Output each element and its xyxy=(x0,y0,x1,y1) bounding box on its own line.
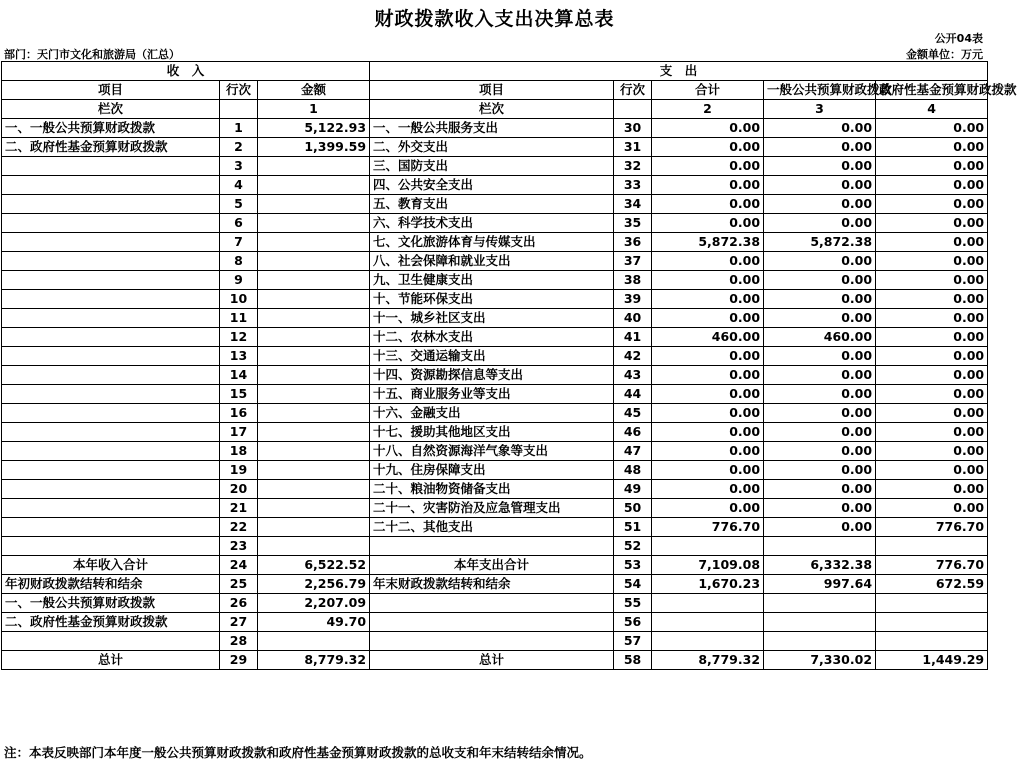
expense-item: 十三、交通运输支出 xyxy=(370,347,614,366)
income-row-no: 24 xyxy=(220,556,258,575)
income-item xyxy=(2,328,220,347)
expense-item: 十八、自然资源海洋气象等支出 xyxy=(370,442,614,461)
income-item xyxy=(2,309,220,328)
income-amount xyxy=(258,157,370,176)
income-row-no: 21 xyxy=(220,499,258,518)
table-row xyxy=(2,328,988,347)
expense-item: 六、科学技术支出 xyxy=(370,214,614,233)
expense-item: 三、国防支出 xyxy=(370,157,614,176)
expense-general-budget: 0.00 xyxy=(764,119,876,138)
expense-general-budget: 0.00 xyxy=(764,309,876,328)
income-amount xyxy=(258,404,370,423)
expense-row-no: 42 xyxy=(614,347,652,366)
expense-section-header: 支 出 xyxy=(370,62,988,81)
income-row-no: 26 xyxy=(220,594,258,613)
table-row xyxy=(2,252,988,271)
expense-row-no: 58 xyxy=(614,651,652,670)
expense-row-no: 54 xyxy=(614,575,652,594)
expense-item: 十一、城乡社区支出 xyxy=(370,309,614,328)
table-row xyxy=(2,461,988,480)
income-amount: 1,399.59 xyxy=(258,138,370,157)
income-amount: 2,256.79 xyxy=(258,575,370,594)
expense-item: 十六、金融支出 xyxy=(370,404,614,423)
table-row xyxy=(2,556,988,575)
expense-item xyxy=(370,632,614,651)
expense-general-budget xyxy=(764,632,876,651)
expense-item xyxy=(370,613,614,632)
expense-item: 五、教育支出 xyxy=(370,195,614,214)
expense-gov-fund: 0.00 xyxy=(876,480,988,499)
expense-row-no: 55 xyxy=(614,594,652,613)
expense-row-no: 38 xyxy=(614,271,652,290)
expense-item: 十九、住房保障支出 xyxy=(370,461,614,480)
table-row xyxy=(2,480,988,499)
income-item xyxy=(2,480,220,499)
expense-total: 0.00 xyxy=(652,214,764,233)
expense-gov-fund: 0.00 xyxy=(876,347,988,366)
expense-gov-fund: 776.70 xyxy=(876,518,988,537)
expense-total xyxy=(652,613,764,632)
income-row-no: 27 xyxy=(220,613,258,632)
income-amount: 6,522.52 xyxy=(258,556,370,575)
expense-row-no: 57 xyxy=(614,632,652,651)
table-row xyxy=(2,233,988,252)
table-row xyxy=(2,632,988,651)
expense-row-no: 37 xyxy=(614,252,652,271)
expense-row-no: 50 xyxy=(614,499,652,518)
header-gov-fund: 政府性基金预算财政拨款 xyxy=(876,81,988,100)
income-row-no: 29 xyxy=(220,651,258,670)
expense-total: 0.00 xyxy=(652,252,764,271)
expense-item: 九、卫生健康支出 xyxy=(370,271,614,290)
expense-item: 十二、农林水支出 xyxy=(370,328,614,347)
income-amount: 5,122.93 xyxy=(258,119,370,138)
expense-total: 0.00 xyxy=(652,119,764,138)
expense-total: 0.00 xyxy=(652,499,764,518)
expense-row-no: 46 xyxy=(614,423,652,442)
table-row xyxy=(2,404,988,423)
income-item: 年初财政拨款结转和结余 xyxy=(2,575,220,594)
expense-row-no: 52 xyxy=(614,537,652,556)
income-amount xyxy=(258,309,370,328)
income-item xyxy=(2,461,220,480)
income-amount xyxy=(258,271,370,290)
footnote: 注：本表反映部门本年度一般公共预算财政拨款和政府性基金预算财政拨款的总收支和年末结转结余情况。 xyxy=(4,745,592,760)
income-item xyxy=(2,271,220,290)
expense-item: 二十、粮油物资储备支出 xyxy=(370,480,614,499)
expense-total: 0.00 xyxy=(652,157,764,176)
expense-gov-fund: 0.00 xyxy=(876,461,988,480)
income-row-no: 3 xyxy=(220,157,258,176)
department-label: 部门：天门市文化和旅游局（汇总） xyxy=(4,48,180,61)
expense-general-budget: 0.00 xyxy=(764,480,876,499)
income-amount xyxy=(258,499,370,518)
expense-general-budget: 0.00 xyxy=(764,195,876,214)
expense-general-budget: 0.00 xyxy=(764,385,876,404)
expense-row-no: 48 xyxy=(614,461,652,480)
income-row-no: 1 xyxy=(220,119,258,138)
income-row-no: 5 xyxy=(220,195,258,214)
income-item xyxy=(2,252,220,271)
income-amount: 49.70 xyxy=(258,613,370,632)
expense-gov-fund: 0.00 xyxy=(876,119,988,138)
expense-total: 0.00 xyxy=(652,176,764,195)
table-row xyxy=(2,537,988,556)
income-item xyxy=(2,290,220,309)
income-amount xyxy=(258,347,370,366)
expense-total: 460.00 xyxy=(652,328,764,347)
expense-total: 0.00 xyxy=(652,442,764,461)
income-row-no: 6 xyxy=(220,214,258,233)
expense-general-budget: 0.00 xyxy=(764,138,876,157)
expense-row-no: 43 xyxy=(614,366,652,385)
expense-general-budget: 0.00 xyxy=(764,290,876,309)
income-amount xyxy=(258,252,370,271)
header-total: 合计 xyxy=(652,81,764,100)
expense-general-budget: 0.00 xyxy=(764,518,876,537)
table-row xyxy=(2,290,988,309)
income-item xyxy=(2,214,220,233)
income-row-no: 9 xyxy=(220,271,258,290)
table-row xyxy=(2,385,988,404)
expense-item xyxy=(370,537,614,556)
expense-general-budget xyxy=(764,594,876,613)
table-row xyxy=(2,119,988,138)
header-general-budget: 一般公共预算财政拨款 xyxy=(764,81,876,100)
expense-gov-fund: 672.59 xyxy=(876,575,988,594)
expense-item: 十、节能环保支出 xyxy=(370,290,614,309)
expense-total: 776.70 xyxy=(652,518,764,537)
col-label-blank xyxy=(220,100,258,119)
income-row-no: 17 xyxy=(220,423,258,442)
expense-row-no: 49 xyxy=(614,480,652,499)
table-row xyxy=(2,651,988,670)
expense-total: 0.00 xyxy=(652,366,764,385)
income-amount xyxy=(258,480,370,499)
page-title: 财政拨款收入支出决算总表 xyxy=(374,8,615,30)
income-item xyxy=(2,233,220,252)
expense-total xyxy=(652,594,764,613)
expense-row-no: 39 xyxy=(614,290,652,309)
expense-total: 0.00 xyxy=(652,347,764,366)
income-item: 一、一般公共预算财政拨款 xyxy=(2,594,220,613)
expense-gov-fund xyxy=(876,594,988,613)
expense-gov-fund: 0.00 xyxy=(876,138,988,157)
income-item: 二、政府性基金预算财政拨款 xyxy=(2,138,220,157)
expense-item: 七、文化旅游体育与传媒支出 xyxy=(370,233,614,252)
table-row xyxy=(2,214,988,233)
income-amount xyxy=(258,366,370,385)
expense-gov-fund: 0.00 xyxy=(876,252,988,271)
expense-general-budget: 0.00 xyxy=(764,366,876,385)
expense-gov-fund: 0.00 xyxy=(876,290,988,309)
expense-gov-fund: 0.00 xyxy=(876,442,988,461)
col-label-expense: 栏次 xyxy=(370,100,614,119)
expense-item: 本年支出合计 xyxy=(370,556,614,575)
expense-total xyxy=(652,537,764,556)
expense-total: 0.00 xyxy=(652,271,764,290)
expense-general-budget xyxy=(764,537,876,556)
table-row xyxy=(2,176,988,195)
expense-item: 一、一般公共服务支出 xyxy=(370,119,614,138)
income-amount xyxy=(258,214,370,233)
income-amount xyxy=(258,442,370,461)
income-row-no: 22 xyxy=(220,518,258,537)
income-row-no: 28 xyxy=(220,632,258,651)
expense-general-budget: 5,872.38 xyxy=(764,233,876,252)
income-amount: 8,779.32 xyxy=(258,651,370,670)
col-number-4: 4 xyxy=(876,100,988,119)
table-row xyxy=(2,157,988,176)
expense-total: 8,779.32 xyxy=(652,651,764,670)
table-row xyxy=(2,366,988,385)
expense-general-budget: 0.00 xyxy=(764,176,876,195)
expense-item: 四、公共安全支出 xyxy=(370,176,614,195)
expense-gov-fund: 0.00 xyxy=(876,157,988,176)
expense-gov-fund: 0.00 xyxy=(876,233,988,252)
header-item-expense: 项目 xyxy=(370,81,614,100)
table-row xyxy=(2,271,988,290)
expense-total: 7,109.08 xyxy=(652,556,764,575)
income-amount xyxy=(258,632,370,651)
col-label: 栏次 xyxy=(2,100,220,119)
expense-total: 5,872.38 xyxy=(652,233,764,252)
expense-item: 十七、援助其他地区支出 xyxy=(370,423,614,442)
expense-gov-fund: 0.00 xyxy=(876,271,988,290)
income-row-no: 12 xyxy=(220,328,258,347)
expense-gov-fund: 0.00 xyxy=(876,366,988,385)
income-item xyxy=(2,537,220,556)
table-row xyxy=(2,442,988,461)
income-item xyxy=(2,499,220,518)
expense-general-budget: 0.00 xyxy=(764,157,876,176)
header-item: 项目 xyxy=(2,81,220,100)
expense-row-no: 31 xyxy=(614,138,652,157)
expense-gov-fund: 0.00 xyxy=(876,176,988,195)
income-amount xyxy=(258,518,370,537)
income-item xyxy=(2,366,220,385)
expense-gov-fund xyxy=(876,613,988,632)
income-item: 本年收入合计 xyxy=(2,556,220,575)
expense-row-no: 33 xyxy=(614,176,652,195)
expense-row-no: 35 xyxy=(614,214,652,233)
col-number-1: 1 xyxy=(258,100,370,119)
table-row xyxy=(2,575,988,594)
income-row-no: 23 xyxy=(220,537,258,556)
income-item xyxy=(2,385,220,404)
expense-total: 0.00 xyxy=(652,309,764,328)
income-row-no: 8 xyxy=(220,252,258,271)
table-row xyxy=(2,423,988,442)
expense-gov-fund: 0.00 xyxy=(876,385,988,404)
income-row-no: 20 xyxy=(220,480,258,499)
expense-item: 二十一、灾害防治及应急管理支出 xyxy=(370,499,614,518)
expense-row-no: 34 xyxy=(614,195,652,214)
expense-row-no: 41 xyxy=(614,328,652,347)
form-code: 公开04表 xyxy=(934,32,983,45)
table-row xyxy=(2,347,988,366)
income-amount: 2,207.09 xyxy=(258,594,370,613)
expense-item: 二十二、其他支出 xyxy=(370,518,614,537)
income-item xyxy=(2,632,220,651)
income-amount xyxy=(258,195,370,214)
col-label-blank-expense xyxy=(614,100,652,119)
income-item xyxy=(2,176,220,195)
expense-general-budget: 0.00 xyxy=(764,214,876,233)
income-row-no: 25 xyxy=(220,575,258,594)
income-row-no: 18 xyxy=(220,442,258,461)
income-item: 一、一般公共预算财政拨款 xyxy=(2,119,220,138)
table-row xyxy=(2,613,988,632)
income-item xyxy=(2,157,220,176)
income-row-no: 15 xyxy=(220,385,258,404)
income-amount xyxy=(258,461,370,480)
expense-item: 年末财政拨款结转和结余 xyxy=(370,575,614,594)
income-item xyxy=(2,423,220,442)
expense-general-budget: 6,332.38 xyxy=(764,556,876,575)
unit-label: 金额单位：万元 xyxy=(906,48,983,61)
expense-gov-fund: 0.00 xyxy=(876,195,988,214)
expense-general-budget: 0.00 xyxy=(764,404,876,423)
expense-general-budget: 0.00 xyxy=(764,442,876,461)
income-item: 总计 xyxy=(2,651,220,670)
expense-gov-fund: 1,449.29 xyxy=(876,651,988,670)
income-amount xyxy=(258,537,370,556)
income-amount xyxy=(258,423,370,442)
expense-row-no: 40 xyxy=(614,309,652,328)
expense-gov-fund: 0.00 xyxy=(876,423,988,442)
budget-table xyxy=(1,61,1017,670)
expense-total: 0.00 xyxy=(652,290,764,309)
expense-general-budget: 0.00 xyxy=(764,461,876,480)
header-amount: 金额 xyxy=(258,81,370,100)
expense-gov-fund: 0.00 xyxy=(876,499,988,518)
table-row xyxy=(2,195,988,214)
table-row xyxy=(2,499,988,518)
expense-general-budget: 0.00 xyxy=(764,347,876,366)
expense-general-budget: 460.00 xyxy=(764,328,876,347)
expense-general-budget xyxy=(764,613,876,632)
col-number-2: 2 xyxy=(652,100,764,119)
expense-gov-fund: 0.00 xyxy=(876,404,988,423)
expense-total: 1,670.23 xyxy=(652,575,764,594)
expense-row-no: 36 xyxy=(614,233,652,252)
income-amount xyxy=(258,385,370,404)
expense-row-no: 32 xyxy=(614,157,652,176)
expense-general-budget: 0.00 xyxy=(764,423,876,442)
expense-total: 0.00 xyxy=(652,461,764,480)
expense-row-no: 56 xyxy=(614,613,652,632)
income-item xyxy=(2,442,220,461)
expense-row-no: 51 xyxy=(614,518,652,537)
expense-general-budget: 997.64 xyxy=(764,575,876,594)
expense-gov-fund: 0.00 xyxy=(876,328,988,347)
expense-total: 0.00 xyxy=(652,404,764,423)
expense-item: 十五、商业服务业等支出 xyxy=(370,385,614,404)
expense-total: 0.00 xyxy=(652,385,764,404)
expense-item: 总计 xyxy=(370,651,614,670)
income-amount xyxy=(258,328,370,347)
income-item xyxy=(2,347,220,366)
expense-general-budget: 0.00 xyxy=(764,271,876,290)
header-row-no-expense: 行次 xyxy=(614,81,652,100)
header-row-no: 行次 xyxy=(220,81,258,100)
income-amount xyxy=(258,233,370,252)
expense-total: 0.00 xyxy=(652,195,764,214)
expense-row-no: 53 xyxy=(614,556,652,575)
expense-gov-fund: 0.00 xyxy=(876,214,988,233)
income-row-no: 4 xyxy=(220,176,258,195)
income-row-no: 10 xyxy=(220,290,258,309)
income-row-no: 2 xyxy=(220,138,258,157)
expense-row-no: 44 xyxy=(614,385,652,404)
expense-general-budget: 0.00 xyxy=(764,252,876,271)
expense-gov-fund xyxy=(876,537,988,556)
table-row xyxy=(2,138,988,157)
income-item xyxy=(2,518,220,537)
expense-total: 0.00 xyxy=(652,423,764,442)
expense-general-budget: 7,330.02 xyxy=(764,651,876,670)
income-row-no: 11 xyxy=(220,309,258,328)
income-row-no: 13 xyxy=(220,347,258,366)
expense-gov-fund: 0.00 xyxy=(876,309,988,328)
expense-row-no: 47 xyxy=(614,442,652,461)
income-row-no: 7 xyxy=(220,233,258,252)
expense-gov-fund: 776.70 xyxy=(876,556,988,575)
expense-row-no: 45 xyxy=(614,404,652,423)
expense-item: 二、外交支出 xyxy=(370,138,614,157)
expense-item: 十四、资源勘探信息等支出 xyxy=(370,366,614,385)
col-number-3: 3 xyxy=(764,100,876,119)
table-row xyxy=(2,594,988,613)
income-row-no: 19 xyxy=(220,461,258,480)
income-item xyxy=(2,404,220,423)
income-amount xyxy=(258,176,370,195)
income-amount xyxy=(258,290,370,309)
income-item xyxy=(2,195,220,214)
income-row-no: 16 xyxy=(220,404,258,423)
income-section-header: 收 入 xyxy=(2,62,370,81)
income-row-no: 14 xyxy=(220,366,258,385)
expense-item xyxy=(370,594,614,613)
expense-item: 八、社会保障和就业支出 xyxy=(370,252,614,271)
expense-total: 0.00 xyxy=(652,480,764,499)
expense-row-no: 30 xyxy=(614,119,652,138)
table-row xyxy=(2,309,988,328)
expense-total: 0.00 xyxy=(652,138,764,157)
income-item: 二、政府性基金预算财政拨款 xyxy=(2,613,220,632)
expense-total xyxy=(652,632,764,651)
table-row xyxy=(2,518,988,537)
expense-gov-fund xyxy=(876,632,988,651)
expense-general-budget: 0.00 xyxy=(764,499,876,518)
